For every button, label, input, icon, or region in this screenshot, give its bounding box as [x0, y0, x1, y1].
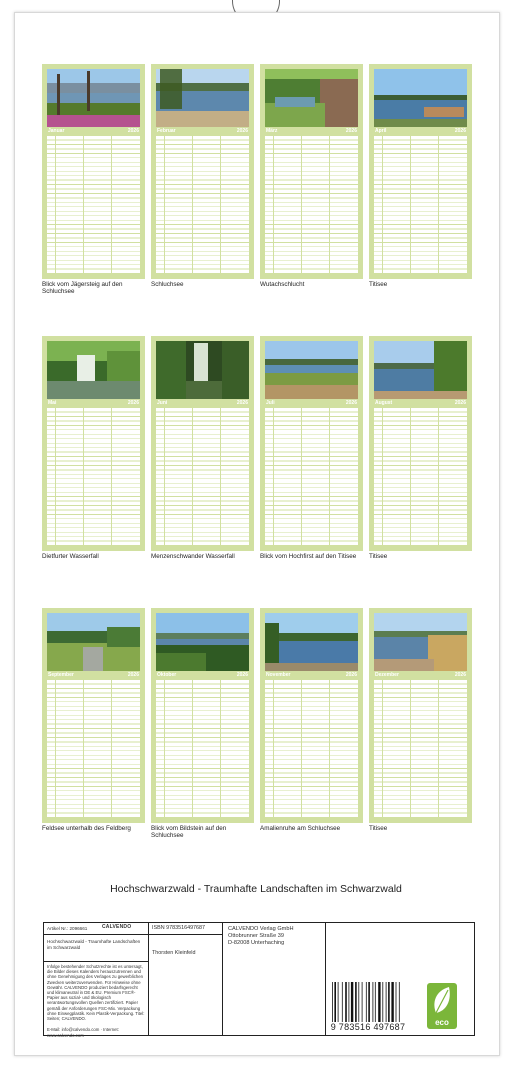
month-photo: [374, 69, 467, 127]
month-photo: [47, 69, 140, 127]
month-name: Oktober: [157, 672, 177, 678]
month-header: [265, 128, 358, 135]
month-year: 2026: [236, 672, 248, 678]
planner-grid: [156, 408, 249, 546]
photo-caption: Blick vom Bildstein auf den Schluchsee: [151, 825, 227, 839]
planner-grid: [265, 408, 358, 546]
month-year: 2026: [345, 672, 357, 678]
photo-caption: Schluchsee: [151, 281, 184, 288]
month-header: [265, 400, 358, 407]
month-panel-august: [369, 336, 472, 551]
month-panel-oktober: [151, 608, 254, 823]
month-panel-juli: [260, 336, 363, 551]
month-name: Dezember: [375, 672, 399, 678]
month-name: März: [266, 128, 278, 134]
calendar-title: Hochschwarzwald - Traumhafte Landschaften im Schwarzwald: [110, 883, 402, 895]
product-title: Hochschwarzwald - Traumhafte Landschaften im Schwarzwald: [47, 939, 141, 950]
isbn: ISBN 9783516497687: [152, 925, 206, 931]
month-photo: [265, 341, 358, 399]
photo-caption: Amalienruhe am Schluchsee: [260, 825, 341, 832]
month-photo: [374, 341, 467, 399]
month-name: Juli: [266, 400, 275, 406]
info-divider: [148, 923, 149, 1035]
month-header: [374, 400, 467, 407]
legal-text: Infolge bestehender Schutzrechte ist es untersagt, die Bilder dieses Kalenders herauszutrennen und ohne Genehmigung des Verlages zu gewerblichen Zwecken weiterzuverwenden. Für Hinweise ohne Gewähr. CALVENDO produziert bedarfsgerecht und klimaneutral in DE & EU. Premium FSC®-Papier aus sozial- und ökologisch verantwortungsvollen Quellen zertifiziert. Papier gemäß der Anforderungen FSC-Mix. Verpackung ohne Einwegplastik. Kein Plastik-Verpackung. Titel: Seiten; CALVENDO.: [47, 964, 145, 1022]
barcode: [330, 982, 406, 1022]
planner-grid: [156, 136, 249, 274]
info-divider: [222, 923, 223, 1035]
month-year: 2026: [454, 400, 466, 406]
publisher-street: Ottobrunner Straße 39: [228, 933, 284, 939]
month-header: [156, 672, 249, 679]
month-year: 2026: [236, 128, 248, 134]
photo-caption: Dietfurter Wasserfall: [42, 553, 99, 560]
calvendo-logo: CALVENDO: [102, 924, 132, 930]
month-panel-januar: [42, 64, 145, 279]
month-year: 2026: [236, 400, 248, 406]
month-panel-februar: [151, 64, 254, 279]
month-name: Mai: [48, 400, 57, 406]
month-header: [47, 128, 140, 135]
barcode-number: 9 783516 497687: [330, 1022, 406, 1032]
month-name: August: [375, 400, 393, 406]
planner-grid: [47, 680, 140, 818]
month-panel-september: [42, 608, 145, 823]
planner-grid: [374, 680, 467, 818]
photo-caption: Feldsee unterhalb des Feldberg: [42, 825, 131, 832]
product-info-box: [43, 922, 475, 1036]
month-name: April: [375, 128, 387, 134]
month-header: [374, 672, 467, 679]
month-photo: [47, 341, 140, 399]
planner-grid: [47, 408, 140, 546]
photo-caption: Blick vom Jägersteig auf den Schluchsee: [42, 281, 123, 295]
contact-info: E-Mail: info@calvendo.com · Internet: www.calvendo.com: [47, 1027, 119, 1038]
photo-caption: Wutachschlucht: [260, 281, 305, 288]
planner-grid: [265, 136, 358, 274]
month-panel-märz: [260, 64, 363, 279]
month-photo: [374, 613, 467, 671]
author: Thorsten Kleinfeld: [152, 950, 196, 956]
month-header: [156, 400, 249, 407]
month-photo: [265, 69, 358, 127]
article-number: Artikel Nr.: 2096661: [47, 926, 88, 931]
month-header: [374, 128, 467, 135]
planner-grid: [374, 136, 467, 274]
month-name: Februar: [157, 128, 176, 134]
planner-grid: [265, 680, 358, 818]
photo-caption: Titisee: [369, 281, 388, 288]
month-year: 2026: [345, 128, 357, 134]
month-year: 2026: [127, 128, 139, 134]
month-header: [47, 672, 140, 679]
planner-grid: [374, 408, 467, 546]
month-photo: [265, 613, 358, 671]
month-name: Januar: [48, 128, 65, 134]
eco-label: eco: [435, 1018, 449, 1027]
month-photo: [156, 613, 249, 671]
month-header: [156, 128, 249, 135]
month-header: [265, 672, 358, 679]
month-year: 2026: [127, 400, 139, 406]
month-panel-dezember: [369, 608, 472, 823]
leaf-icon: [427, 983, 457, 1019]
publisher-name: CALVENDO Verlag GmbH: [228, 926, 294, 932]
month-panel-november: [260, 608, 363, 823]
month-photo: [47, 613, 140, 671]
month-year: 2026: [345, 400, 357, 406]
month-panel-juni: [151, 336, 254, 551]
month-panel-mai: [42, 336, 145, 551]
month-panel-april: [369, 64, 472, 279]
publisher-city: D-82008 Unterhaching: [228, 940, 285, 946]
photo-caption: Titisee: [369, 553, 388, 560]
planner-grid: [47, 136, 140, 274]
month-year: 2026: [454, 128, 466, 134]
month-year: 2026: [454, 672, 466, 678]
month-name: November: [266, 672, 291, 678]
eco-badge: [427, 983, 457, 1029]
month-header: [47, 400, 140, 407]
month-photo: [156, 69, 249, 127]
photo-caption: Titisee: [369, 825, 388, 832]
planner-grid: [156, 680, 249, 818]
month-name: September: [48, 672, 74, 678]
month-name: Juni: [157, 400, 168, 406]
photo-caption: Menzenschwander Wasserfall: [151, 553, 235, 560]
publisher-address: [228, 926, 323, 947]
month-photo: [156, 341, 249, 399]
month-year: 2026: [127, 672, 139, 678]
photo-caption: Blick vom Hochfirst auf den Titisee: [260, 553, 357, 560]
info-divider: [325, 923, 326, 1035]
